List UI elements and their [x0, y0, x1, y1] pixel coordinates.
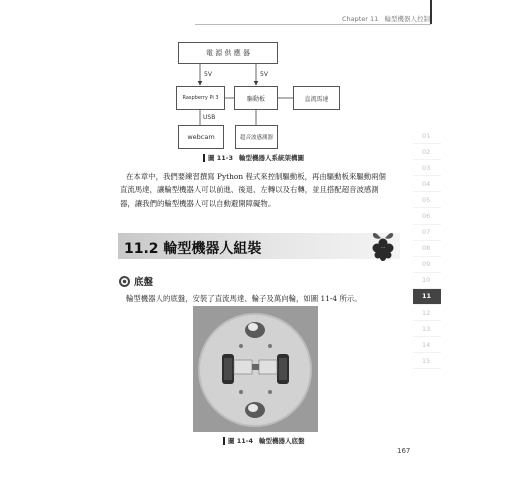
chapter-tab-15[interactable]: 15: [413, 353, 441, 369]
caption-bar: [223, 437, 225, 445]
bullet-circle-icon: [119, 276, 130, 287]
paragraph-line: 直流馬達，讓輪型機器人可以前進、後退、左轉以及右轉，並且搭配超音波感測: [120, 185, 379, 195]
chapter-tab-01[interactable]: 01: [413, 128, 441, 144]
chapter-tab-13[interactable]: 13: [413, 321, 441, 337]
figure-title: 輪型機器人系統架構圖: [239, 154, 305, 162]
figure-number: 圖 11-4: [228, 437, 254, 445]
chapter-tabs: [413, 128, 441, 369]
figure-number: 圖 11-3: [208, 154, 234, 162]
chapter-tab-02[interactable]: 02: [413, 144, 441, 160]
rpi-box: Raspberry Pi 3: [176, 86, 225, 110]
power-supply-box: 電 源 供 應 器: [178, 42, 278, 64]
chapter-tab-09[interactable]: 09: [413, 257, 441, 273]
webcam-box: webcam: [178, 125, 224, 149]
driver-board-box: 驅動板: [234, 86, 278, 110]
label-usb: USB: [203, 114, 216, 121]
paragraph-line: 器，讓我們的輪型機器人可以自動避開障礙物。: [120, 198, 276, 208]
figure-caption: [203, 153, 304, 162]
header-chapter: Chapter 11: [341, 15, 379, 23]
chapter-tab-10[interactable]: 10: [413, 273, 441, 289]
section-title: 11.2 輪型機器人組裝: [124, 241, 262, 257]
chapter-tab-06[interactable]: 06: [413, 208, 441, 224]
chapter-tab-14[interactable]: 14: [413, 337, 441, 353]
header-title: 輪型機器人控制: [384, 15, 430, 23]
chapter-tab-08[interactable]: 08: [413, 241, 441, 257]
chapter-tab-05[interactable]: 05: [413, 192, 441, 208]
chapter-tab-11-active[interactable]: 11: [413, 289, 441, 305]
chapter-tab-03[interactable]: 03: [413, 160, 441, 176]
robot-chassis-photo: [193, 306, 318, 432]
label-5v-left: 5V: [204, 71, 212, 78]
caption-bar: [203, 154, 205, 162]
raspberry-pi-logo-icon: [368, 229, 398, 263]
body-paragraph-chassis: 輪型機器人的底盤，安裝了直流馬達、輪子及萬向輪，如圖 11-4 所示。: [126, 294, 362, 303]
figure-caption-2: [223, 436, 305, 445]
ultrasonic-sensor-box: 超音波感測器: [235, 125, 278, 149]
chapter-tab-12[interactable]: 12: [413, 305, 441, 321]
chapter-tab-07[interactable]: 07: [413, 225, 441, 241]
paragraph-line: 在本章中，我們要練習撰寫 Python 程式來控制驅動板，再由驅動板來驅動兩個: [126, 172, 386, 181]
body-paragraph: [120, 170, 386, 210]
figure-title: 輪型機器人底盤: [259, 437, 305, 445]
dc-motor-box: 直流馬達: [293, 86, 340, 110]
subsection-title: 底盤: [134, 277, 154, 288]
page-number: 167: [397, 447, 411, 455]
chapter-tab-04[interactable]: 04: [413, 176, 441, 192]
label-5v-right: 5V: [260, 71, 268, 78]
